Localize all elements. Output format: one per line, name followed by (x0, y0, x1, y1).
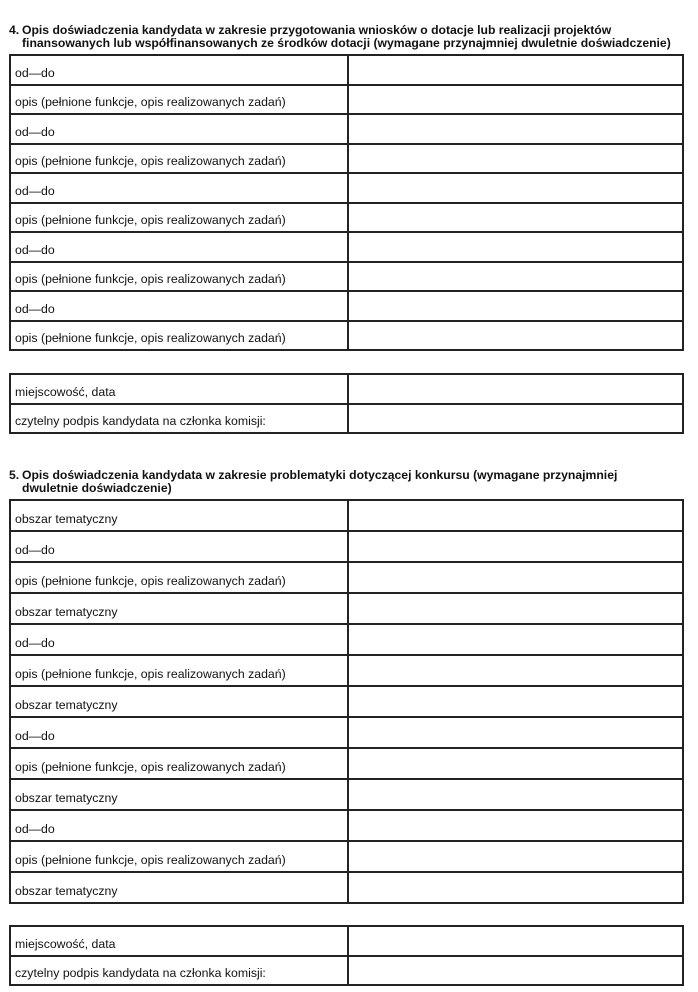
table-row (10, 841, 683, 872)
table-row (10, 926, 683, 956)
section-4-heading (9, 24, 685, 50)
section-5-number: 5. (9, 468, 20, 482)
place-date-label: miejscowość, data (10, 926, 348, 956)
field-label: od—do (10, 291, 348, 321)
field-value-cell[interactable] (348, 85, 683, 114)
section-4-table (9, 54, 684, 351)
table-row (10, 686, 683, 717)
table-row (10, 144, 683, 173)
place-date-label: miejscowość, data (10, 374, 348, 404)
field-label: od—do (10, 232, 348, 262)
place-date-field[interactable] (348, 926, 683, 956)
table-row (10, 500, 683, 531)
field-value-cell[interactable] (348, 173, 683, 203)
field-value-cell[interactable] (348, 531, 683, 562)
field-label: opis (pełnione funkcje, opis realizowanych zadań) (10, 748, 348, 779)
table-row (10, 321, 683, 350)
table-row (10, 624, 683, 655)
table-row (10, 203, 683, 232)
field-label: od—do (10, 810, 348, 841)
table-row (10, 562, 683, 593)
table-row (10, 55, 683, 85)
field-value-cell[interactable] (348, 114, 683, 144)
field-label: opis (pełnione funkcje, opis realizowanych zadań) (10, 144, 348, 173)
table-row (10, 779, 683, 810)
field-label: obszar tematyczny (10, 686, 348, 717)
field-value-cell[interactable] (348, 291, 683, 321)
signature-field[interactable] (348, 956, 683, 985)
field-label: od—do (10, 173, 348, 203)
field-value-cell[interactable] (348, 655, 683, 686)
section-5-title-line2: dwuletnie doświadczenie) (22, 481, 172, 495)
field-label: od—do (10, 114, 348, 144)
section-4-number: 4. (9, 23, 20, 37)
table-row (10, 872, 683, 903)
table-row (10, 810, 683, 841)
section-4-title-line1: Opis doświadczenia kandydata w zakresie przygotowania wniosków o dotacje lub realizacji projektów (22, 23, 612, 37)
section-4-signature-table (9, 373, 684, 434)
table-row (10, 717, 683, 748)
table-row (10, 404, 683, 433)
field-value-cell[interactable] (348, 841, 683, 872)
field-label: opis (pełnione funkcje, opis realizowanych zadań) (10, 321, 348, 350)
field-label: od—do (10, 624, 348, 655)
table-row (10, 374, 683, 404)
table-row (10, 655, 683, 686)
table-row (10, 114, 683, 144)
section-4-title-line2: finansowanych lub współfinansowanych ze środków dotacji (wymagane przynajmniej dwuletnie doświadczenie) (22, 36, 671, 50)
field-value-cell[interactable] (348, 500, 683, 531)
table-row (10, 85, 683, 114)
signature-label: czytelny podpis kandydata na członka komisji: (10, 404, 348, 433)
table-row (10, 748, 683, 779)
section-5-title-line1: Opis doświadczenia kandydata w zakresie problematyki dotyczącej konkursu (wymagane przynajmniej (22, 468, 618, 482)
field-label: obszar tematyczny (10, 872, 348, 903)
section-5-table (9, 499, 684, 904)
field-label: opis (pełnione funkcje, opis realizowanych zadań) (10, 262, 348, 291)
signature-label: czytelny podpis kandydata na członka komisji: (10, 956, 348, 985)
field-value-cell[interactable] (348, 624, 683, 655)
table-row (10, 262, 683, 291)
field-label: obszar tematyczny (10, 779, 348, 810)
field-value-cell[interactable] (348, 717, 683, 748)
field-value-cell[interactable] (348, 686, 683, 717)
field-label: opis (pełnione funkcje, opis realizowanych zadań) (10, 203, 348, 232)
field-label: opis (pełnione funkcje, opis realizowanych zadań) (10, 841, 348, 872)
table-row (10, 593, 683, 624)
table-row (10, 531, 683, 562)
field-value-cell[interactable] (348, 203, 683, 232)
field-value-cell[interactable] (348, 232, 683, 262)
field-label: opis (pełnione funkcje, opis realizowanych zadań) (10, 85, 348, 114)
field-label: opis (pełnione funkcje, opis realizowanych zadań) (10, 562, 348, 593)
signature-field[interactable] (348, 404, 683, 433)
field-value-cell[interactable] (348, 144, 683, 173)
field-value-cell[interactable] (348, 562, 683, 593)
field-label: opis (pełnione funkcje, opis realizowanych zadań) (10, 655, 348, 686)
field-value-cell[interactable] (348, 593, 683, 624)
field-label: od—do (10, 55, 348, 85)
table-row (10, 173, 683, 203)
field-value-cell[interactable] (348, 810, 683, 841)
field-value-cell[interactable] (348, 872, 683, 903)
field-value-cell[interactable] (348, 779, 683, 810)
table-row (10, 232, 683, 262)
field-label: od—do (10, 717, 348, 748)
place-date-field[interactable] (348, 374, 683, 404)
field-label: obszar tematyczny (10, 500, 348, 531)
field-label: obszar tematyczny (10, 593, 348, 624)
section-5-signature-table (9, 925, 684, 986)
field-value-cell[interactable] (348, 55, 683, 85)
section-5-heading (9, 469, 685, 495)
field-value-cell[interactable] (348, 321, 683, 350)
field-value-cell[interactable] (348, 748, 683, 779)
table-row (10, 291, 683, 321)
field-value-cell[interactable] (348, 262, 683, 291)
field-label: od—do (10, 531, 348, 562)
table-row (10, 956, 683, 985)
